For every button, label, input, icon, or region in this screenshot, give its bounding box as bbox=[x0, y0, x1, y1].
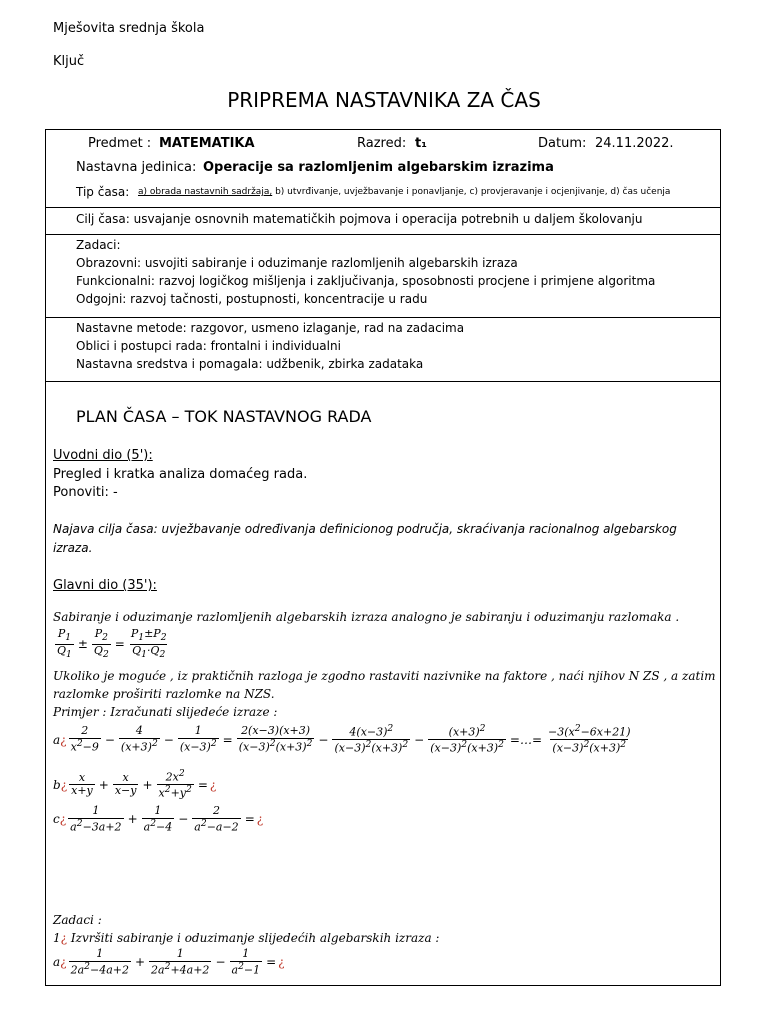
type-options bbox=[138, 187, 670, 197]
divider bbox=[46, 234, 720, 235]
exercise-1-text: Izvršiti sabiranje i oduzimanje slijedećih algebarskih izraza : bbox=[70, 931, 440, 945]
type-option-a: a) obrada nastavnih sadržaja, bbox=[138, 187, 273, 197]
announce-line-2: izraza. bbox=[53, 541, 93, 555]
key-label: Ključ bbox=[53, 54, 85, 69]
date-value: 24.11.2022. bbox=[595, 136, 674, 151]
exercises-heading: Zadaci : bbox=[53, 913, 102, 927]
lesson-plan-frame bbox=[45, 129, 721, 986]
main-line-3: razlomke proširiti razlomke na NZS. bbox=[53, 687, 275, 701]
task-functional: Funkcionalni: razvoj logičkog mišljenja i zaključivanja, sposobnosti procjene i primjene algoritma bbox=[76, 274, 656, 288]
exercise-1-a: a ¿ $\frac{1}{2a^2-4a+2}$ + $\frac{1}{2a^2+4a+2}$ − $\frac{1}{a^2-1}$ = ¿ bbox=[53, 947, 285, 977]
divider bbox=[46, 381, 720, 382]
type-label: Tip časa: bbox=[76, 185, 130, 199]
main-line-1: Sabiranje i oduzimanje razlomljenih algebarskih izraza analogno je sabiranju i oduzimanju razlomaka . bbox=[53, 610, 680, 624]
plan-title: PLAN ČASA – TOK NASTAVNOG RADA bbox=[76, 407, 372, 426]
unit-label: Nastavna jedinica: bbox=[76, 160, 197, 175]
goal-text: Cilj časa: usvajanje osnovnih matematičkih pojmova i operacija potrebnih u daljem školovanju bbox=[76, 212, 643, 226]
grade-value: t₁ bbox=[415, 136, 427, 151]
exercise-1: 1¿ Izvršiti sabiranje i oduzimanje slijedećih algebarskih izraza : bbox=[53, 931, 440, 945]
subject-value: MATEMATIKA bbox=[159, 136, 255, 151]
task-upbringing: Odgojni: razvoj tačnosti, postupnosti, koncentracije u radu bbox=[76, 292, 428, 306]
intro-line-1: Pregled i kratka analiza domaćeg rada. bbox=[53, 467, 308, 482]
divider bbox=[46, 207, 720, 208]
school-name: Mješovita srednja škola bbox=[53, 21, 205, 36]
main-line-4: Primjer : Izračunati slijedeće izraze : bbox=[53, 705, 278, 719]
tasks-heading: Zadaci: bbox=[76, 238, 121, 252]
example-c: c ¿ $\frac{1}{a^2-3a+2}$ + $\frac{1}{a^2-4}$ − $\frac{2}{a^2-a-2}$ = ¿ bbox=[53, 804, 264, 834]
task-educational: Obrazovni: usvojiti sabiranje i oduzimanje razlomljenih algebarskih izraza bbox=[76, 256, 518, 270]
announce-line-1: Najava cilja časa: uvježbavanje određivanja definicionog područja, skraćivanja racionalnog algebarskog bbox=[53, 522, 677, 536]
subject-label: Predmet : bbox=[88, 136, 152, 151]
example-b: b ¿ $\frac{x}{x+y}$ + $\frac{x}{x-y}$ + $\frac{2x^2}{x^2+y^2}$ = ¿ bbox=[53, 768, 217, 800]
main-heading: Glavni dio (35'): bbox=[53, 578, 157, 593]
intro-line-2: Ponoviti: - bbox=[53, 485, 118, 500]
divider bbox=[46, 317, 720, 318]
grade-label: Razred: bbox=[357, 136, 407, 151]
unit-value: Operacije sa razlomljenim algebarskim izrazima bbox=[203, 160, 554, 175]
formula-general: $\frac{P_1}{Q_1}$ ± $\frac{P_2}{Q_2}$ = $\frac{P_1\pm P_2}{Q_1\cdot Q_2}$ bbox=[57, 627, 167, 660]
date-label: Datum: bbox=[538, 136, 587, 151]
type-option-rest: b) utvrđivanje, uvježbavanje i ponavljanje, c) provjeravanje i ocjenjivanje, d) čas učenja bbox=[272, 187, 671, 197]
methods-text: Nastavne metode: razgovor, usmeno izlaganje, rad na zadacima bbox=[76, 321, 465, 335]
forms-text: Oblici i postupci rada: frontalni i individualni bbox=[76, 339, 341, 353]
page-title: PRIPREMA NASTAVNIKA ZA ČAS bbox=[227, 88, 541, 112]
tools-text: Nastavna sredstva i pomagala: udžbenik, zbirka zadataka bbox=[76, 357, 424, 371]
main-line-2: Ukoliko je moguće , iz praktičnih razloga je zgodno rastaviti nazivnike na faktore , naći njihov N ZS , a zatim bbox=[53, 669, 716, 683]
example-a: a ¿ $\frac{2}{x^2-9}$ − $\frac{4}{(x+3)^2}$ − $\frac{1}{(x-3)^2}$ = $\frac{2(x-3)(x+3)}{(x-3)^2(x+3)^2}$ − $\frac{4(x-3)^2}{(x-3)^2(x+3)^2}$ − $\frac{(x+3)^2}{(x-3)^2(x+3)^2}$ =…= $\frac{-3(x^2-6x+21)}{(x-3)^2(x+3)^2}$ bbox=[53, 723, 631, 755]
intro-heading: Uvodni dio (5'): bbox=[53, 448, 153, 463]
